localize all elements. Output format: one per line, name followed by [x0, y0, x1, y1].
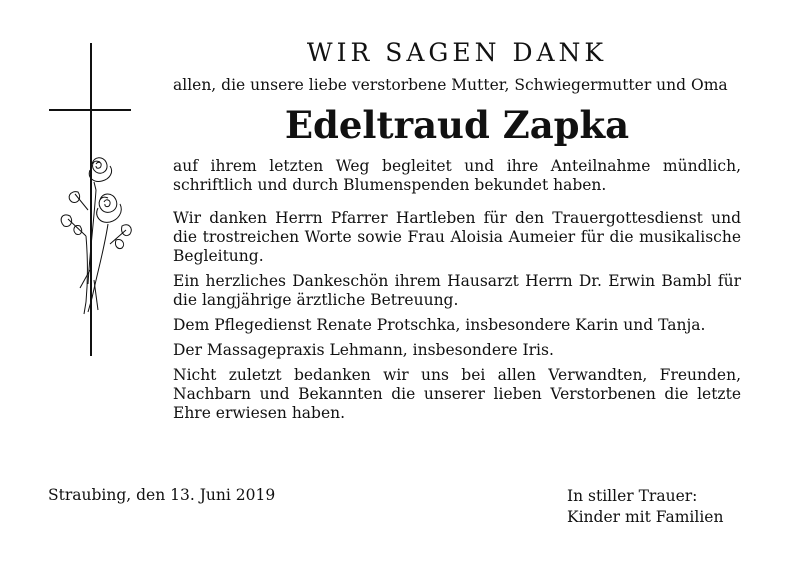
thanks-paragraph-4: Dem Pflegedienst Renate Protschka, insbesondere Karin und Tanja. — [173, 316, 706, 334]
thanks-paragraph-1: auf ihrem letzten Weg begleitet und ihre Anteilnahme mündlich, schriftlich und durch Blumenspenden bekundet haben. — [173, 157, 741, 194]
deceased-name: Edeltraud Zapka — [284, 103, 630, 147]
signature-block — [567, 486, 723, 528]
signature-line-2: Kinder mit Familien — [567, 508, 724, 526]
roses-icon — [61, 158, 131, 314]
thanks-paragraph-3: Ein herzliches Dankeschön ihrem Hausarzt Herrn Dr. Erwin Bambl für die langjährige ärztliche Betreuung. — [173, 272, 741, 309]
thanks-paragraph-5: Der Massagepraxis Lehmann, insbesondere Iris. — [173, 341, 554, 359]
thanks-paragraph-2: Wir danken Herrn Pfarrer Hartleben für den Trauergottesdienst und die trostreichen Worte sowie Frau Aloisia Aumeier für die musikalische Begleitung. — [173, 209, 741, 265]
signature-line-1: In stiller Trauer: — [567, 487, 698, 505]
cross-with-roses-icon — [30, 40, 140, 370]
notice-heading: WIR SAGEN DANK — [306, 38, 608, 67]
intro-text: allen, die unsere liebe verstorbene Mutter, Schwiegermutter und Oma — [173, 76, 728, 94]
notice-body — [173, 38, 741, 423]
place-date: Straubing, den 13. Juni 2019 — [48, 486, 276, 504]
thanks-paragraph-6: Nicht zuletzt bedanken wir uns bei allen Verwandten, Freunden, Nachbarn und Bekannten die unserer lieben Verstorbenen die letzte Ehre erwiesen haben. — [173, 366, 741, 422]
